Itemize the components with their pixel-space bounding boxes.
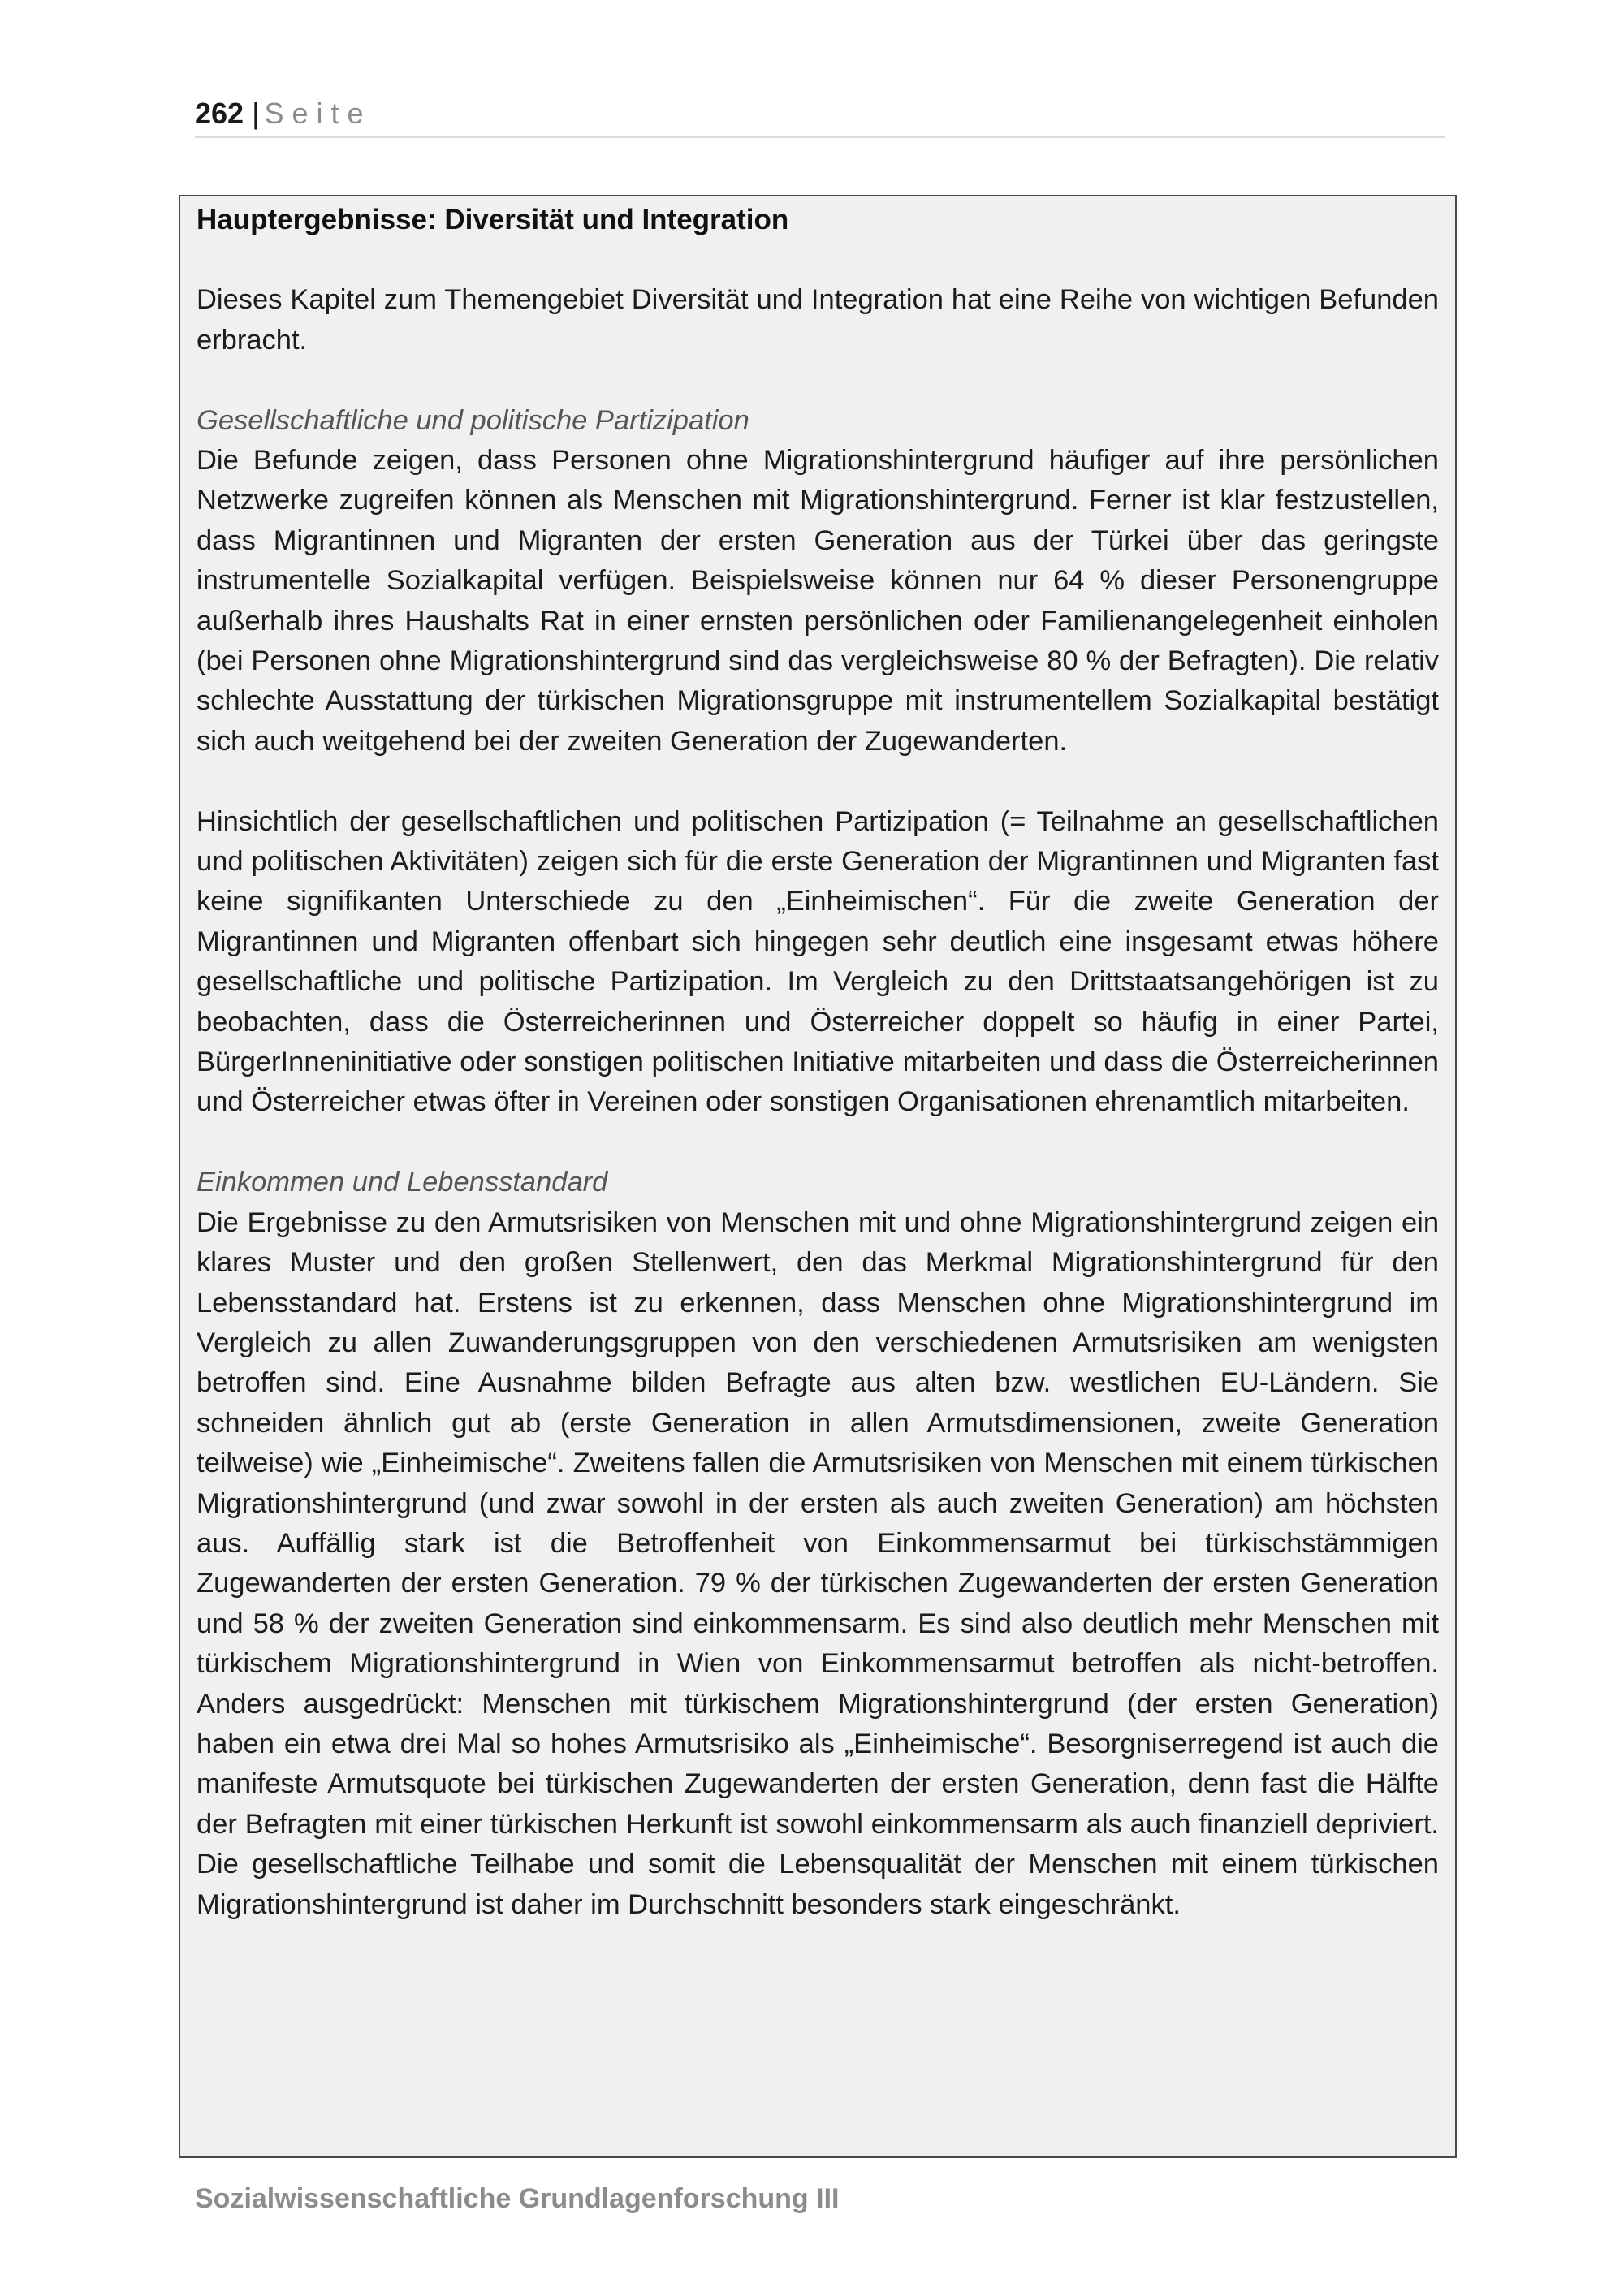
- summary-box: [179, 195, 1457, 2158]
- box-title: Hauptergebnisse: Diversität und Integration: [197, 204, 789, 235]
- intro-paragraph: Dieses Kapitel zum Themengebiet Diversität und Integration hat eine Reihe von wichtigen Befunden erbracht.: [197, 284, 1439, 356]
- spacer: [197, 240, 1439, 280]
- spacer: [197, 762, 1439, 801]
- page-footer: Sozialwissenschaftliche Grundlagenforschung III: [195, 2183, 840, 2214]
- spacer: [197, 360, 1439, 400]
- header-separator: |: [252, 97, 260, 130]
- header-label: Seite: [264, 97, 372, 130]
- page-header: [195, 96, 1445, 138]
- spacer: [197, 1123, 1439, 1163]
- page-number: 262: [195, 97, 244, 130]
- participation-paragraph-2: Hinsichtlich der gesellschaftlichen und politischen Partizipation (= Teilnahme an gesellschaftlichen und politischen Aktivitäten) zeigen sich für die erste Generation der Migrantinnen und Migranten fast keine signifikanten Unterschiede zu den „Einheimischen“. Für die zweite Generation der Migrantinnen und Migranten offenbart sich hingegen sehr deutlich eine insgesamt etwas höhere gesellschaftliche und politische Partizipation. Im Vergleich zu den Drittstaatsangehörigen ist zu beobachten, dass die Österreicherinnen und Österreicher doppelt so häufig in einer Partei, BürgerInneninitiative oder sonstigen politischen Initiative mitarbeiten und dass die Österreicherinnen und Österreicher etwas öfter in Vereinen oder sonstigen Organisationen ehrenamtlich mitarbeiten.: [197, 805, 1439, 1118]
- section-heading-participation: Gesellschaftliche und politische Partizipation: [197, 404, 749, 436]
- income-paragraph: Die Ergebnisse zu den Armutsrisiken von Menschen mit und ohne Migrationshintergrund zeigen ein klares Muster und den großen Stellenwert, den das Merkmal Migrationshintergrund für den Lebensstandard hat. Erstens ist zu erkennen, dass Menschen ohne Migrationshintergrund im Vergleich zu allen Zuwanderungsgruppen von den verschiedenen Armutsrisiken am wenigsten betroffen sind. Eine Ausnahme bilden Befragte aus alten bzw. westlichen EU-Ländern. Sie schneiden ähnlich gut ab (erste Generation in allen Armutsdimensionen, zweite Generation teilweise) wie „Einheimische“. Zweitens fallen die Armutsrisiken von Menschen mit einem türkischen Migrationshintergrund (und zwar sowohl in der ersten als auch zweiten Generation) am höchsten aus. Auffällig stark ist die Betroffenheit von Einkommensarmut bei türkischstämmigen Zugewanderten der ersten Generation. 79 % der türkischen Zugewanderten der ersten Generation und 58 % der zweiten Generation sind einkommensarm. Es sind also deutlich mehr Menschen mit türkischem Migrationshintergrund in Wien von Einkommensarmut betroffen als nicht-betroffen. Anders ausgedrückt: Menschen mit türkischem Migrationshintergrund (der ersten Generation) haben ein etwa drei Mal so hohes Armutsrisiko als „Einheimische“. Besorgniserregend ist auch die manifeste Armutsquote bei türkischen Zugewanderten der ersten Generation, denn fast die Hälfte der Befragten mit einer türkischen Herkunft ist sowohl einkommensarm als auch finanziell depriviert. Die gesellschaftliche Teilhabe und somit die Lebensqualität der Menschen mit einem türkischen Migrationshintergrund ist daher im Durchschnitt besonders stark eingeschränkt.: [197, 1206, 1439, 1920]
- section-heading-income: Einkommen und Lebensstandard: [197, 1167, 608, 1198]
- participation-paragraph-1: Die Befunde zeigen, dass Personen ohne Migrationshintergrund häufiger auf ihre persönlichen Netzwerke zugreifen können als Menschen mit Migrationshintergrund. Ferner ist klar festzustellen, dass Migrantinnen und Migranten der ersten Generation aus der Türkei über das geringste instrumentelle Sozialkapital verfügen. Beispielsweise können nur 64 % dieser Personengruppe außerhalb ihres Haushalts Rat in einer ernsten persönlichen oder Familienangelegenheit einholen (bei Personen ohne Migrationshintergrund sind das vergleichsweise 80 % der Befragten). Die relativ schlechte Ausstattung der türkischen Migrationsgruppe mit instrumentellem Sozialkapital bestätigt sich auch weitgehend bei der zweiten Generation der Zugewanderten.: [197, 445, 1439, 757]
